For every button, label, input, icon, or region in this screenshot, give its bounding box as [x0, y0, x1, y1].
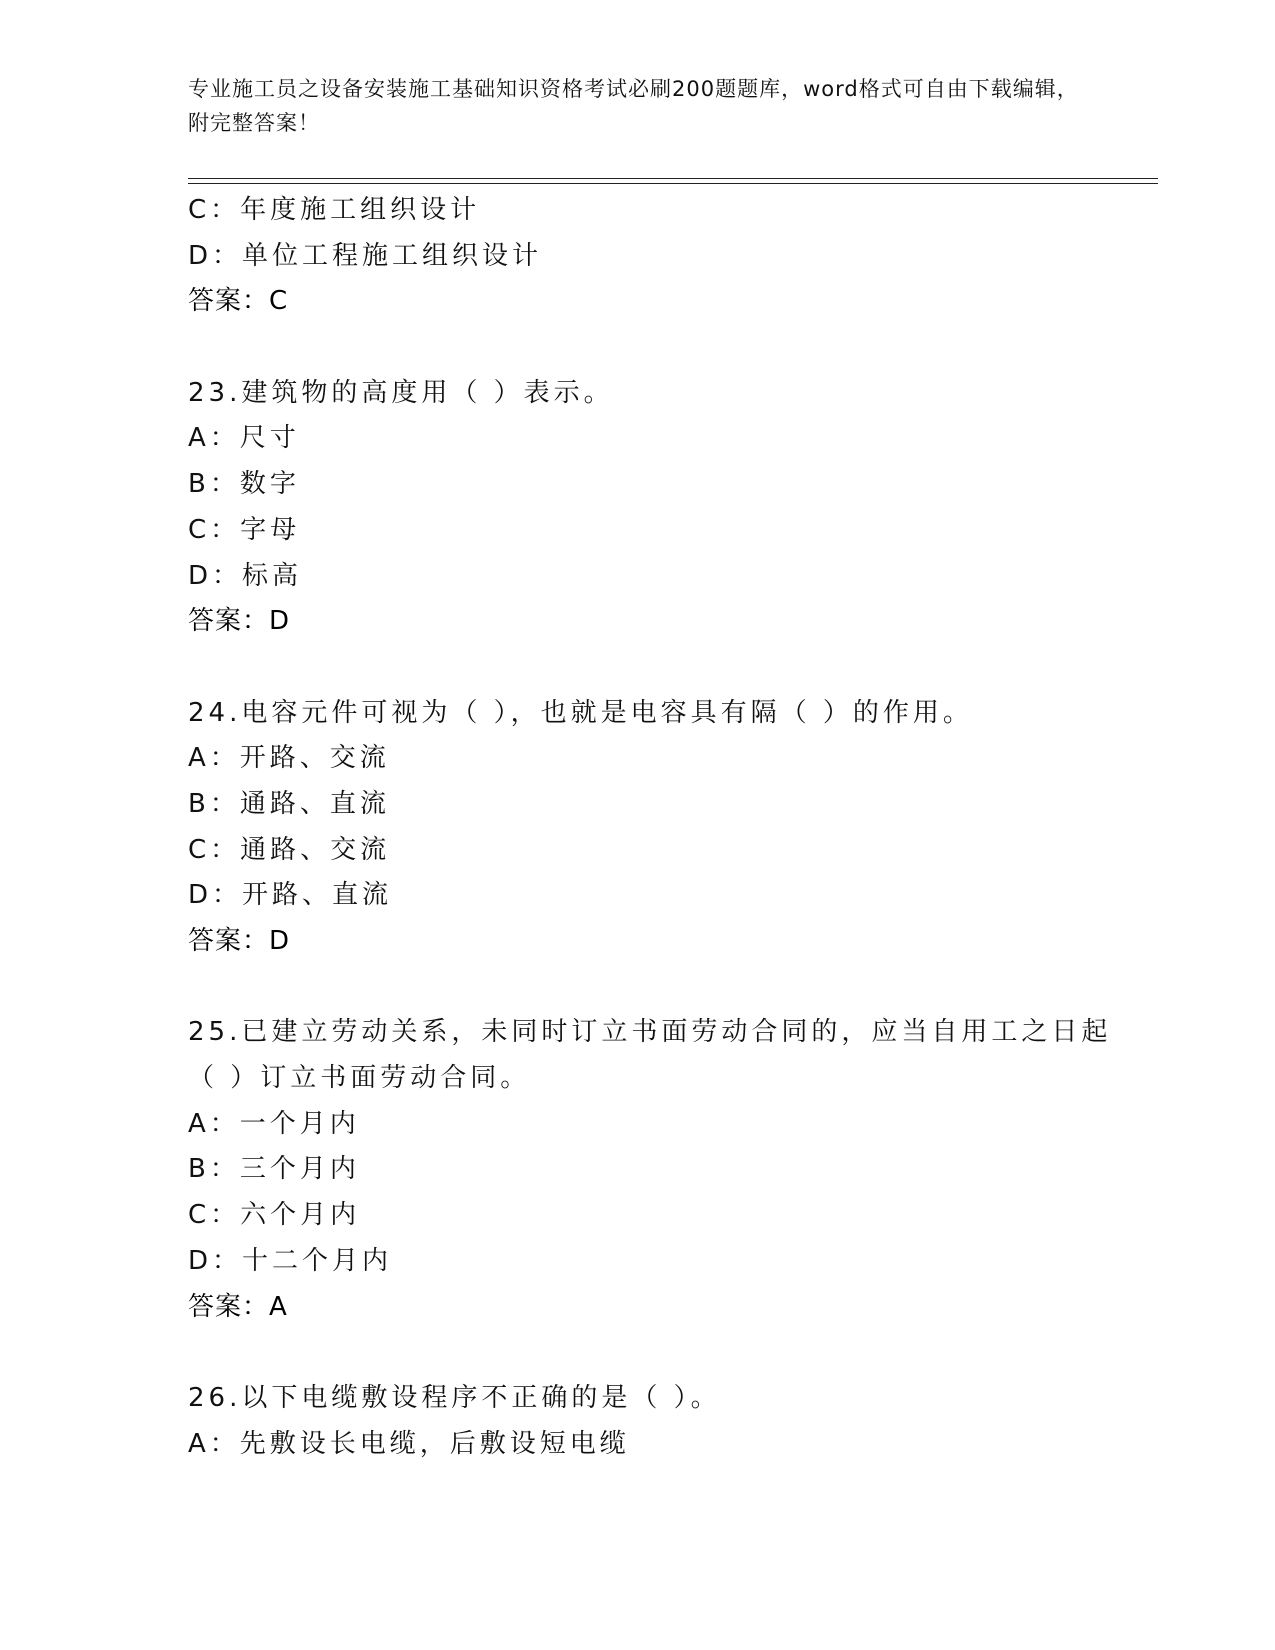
question-stem-line-2: （ ）订立书面劳动合同。	[188, 1063, 531, 1094]
option-d: D：开路、直流	[188, 880, 393, 911]
question-stem: 26.以下电缆敷设程序不正确的是（ ）。	[188, 1382, 721, 1413]
option-a: A：尺寸	[188, 423, 300, 454]
spacer	[188, 645, 1148, 691]
spacer	[188, 325, 1148, 371]
option-a: A：一个月内	[188, 1108, 360, 1139]
option-a: A：开路、交流	[188, 743, 390, 774]
page-title: 专业施工员之设备安装施工基础知识资格考试必刷200题题库，word格式可自由下载编辑，附完整答案！	[188, 77, 1079, 135]
answer-line: 答案：D	[188, 606, 291, 637]
answer-line: 答案：A	[188, 1291, 288, 1322]
option-b: B：通路、直流	[188, 788, 390, 819]
question-stem: 24.电容元件可视为（ ），也就是电容具有隔（ ）的作用。	[188, 697, 973, 728]
option-d: D：十二个月内	[188, 1245, 393, 1276]
option-c: C：年度施工组织设计	[188, 195, 481, 225]
answer-line: 答案：D	[188, 926, 291, 956]
question-stem-line-1: 25.已建立劳动关系，未同时订立书面劳动合同的，应当自用工之日起	[188, 1017, 1112, 1048]
option-d: D：单位工程施工组织设计	[188, 240, 543, 271]
spacer	[188, 965, 1148, 1011]
option-c: C：字母	[188, 514, 301, 545]
option-c: C：六个月内	[188, 1200, 361, 1231]
question-stem: 23.建筑物的高度用（ ）表示。	[188, 377, 614, 408]
option-d: D：标高	[188, 560, 303, 591]
option-b: B：数字	[188, 469, 300, 500]
question-list	[188, 188, 1148, 1467]
option-c: C：通路、交流	[188, 834, 391, 865]
header-divider-bottom	[188, 183, 1158, 184]
option-b: B：三个月内	[188, 1154, 360, 1185]
spacer	[188, 1330, 1148, 1376]
header-divider-top	[188, 178, 1158, 179]
option-a: A：先敷设长电缆，后敷设短电缆	[188, 1428, 630, 1459]
answer-line: 答案：C	[188, 286, 289, 317]
